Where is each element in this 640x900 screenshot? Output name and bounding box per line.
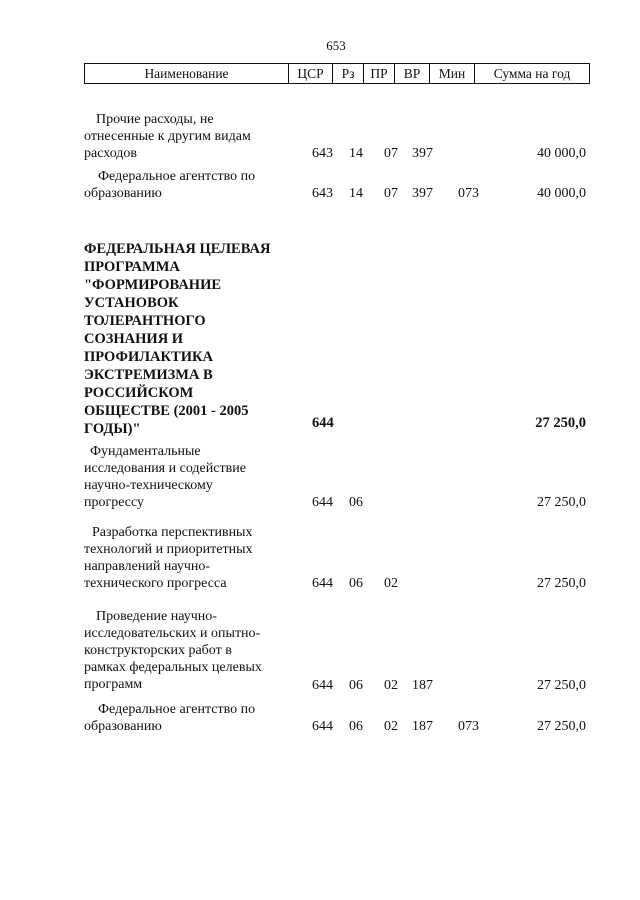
cell-sum: 27 250,0 [537, 678, 586, 693]
header-vr: ВР [395, 64, 430, 84]
row-name-line: конструкторских работ в [84, 643, 232, 658]
row-name-line: ГОДЫ)" [84, 421, 141, 437]
header-rz: Рз [333, 64, 364, 84]
cell-vr: 187 [412, 719, 433, 734]
row-name-line: Проведение научно- [96, 609, 217, 624]
row-name-line: технологий и приоритетных [84, 542, 253, 557]
row-name-line: научно-техническому [84, 478, 213, 493]
row-name-line: ТОЛЕРАНТНОГО [84, 313, 206, 329]
cell-pr: 07 [384, 146, 398, 161]
cell-rz: 06 [349, 719, 363, 734]
row-name-line: ОБЩЕСТВЕ (2001 - 2005 [84, 403, 249, 419]
page-number: 653 [326, 38, 346, 53]
row-name-line: прогрессу [84, 495, 145, 510]
cell-vr: 397 [412, 146, 433, 161]
row-name-line: ПРОГРАММА [84, 259, 180, 275]
row-name-line: СОЗНАНИЯ И [84, 331, 184, 347]
row-name-line: расходов [84, 146, 138, 161]
row-name-line: Федеральное агентство по [98, 702, 256, 717]
header-sum: Сумма на год [475, 64, 590, 84]
table-row [0, 443, 640, 511]
row-name-line: исследования и содействие [84, 461, 246, 476]
table-row [0, 111, 640, 162]
row-name-line: ПРОФИЛАКТИКА [84, 349, 213, 365]
cell-min: 073 [458, 719, 479, 734]
row-name-line: программ [84, 677, 143, 692]
row-name-line: Фундаментальные [90, 444, 201, 459]
cell-csr: 643 [312, 146, 333, 161]
row-name-line: УСТАНОВОК [84, 295, 179, 311]
cell-csr: 644 [312, 576, 333, 591]
cell-sum: 27 250,0 [535, 415, 586, 431]
cell-rz: 14 [349, 146, 363, 161]
cell-sum: 40 000,0 [537, 186, 586, 201]
row-name-line: рамках федеральных целевых [84, 660, 262, 675]
row-name-line: ЭКСТРЕМИЗМА В [84, 367, 213, 383]
table-row [0, 524, 640, 592]
cell-csr: 644 [312, 719, 333, 734]
cell-sum: 27 250,0 [537, 495, 586, 510]
cell-vr: 397 [412, 186, 433, 201]
row-name-line: образованию [84, 186, 162, 201]
cell-csr: 643 [312, 186, 333, 201]
row-name-line: образованию [84, 719, 162, 734]
cell-csr: 644 [312, 678, 333, 693]
cell-sum: 40 000,0 [537, 146, 586, 161]
cell-pr: 02 [384, 678, 398, 693]
header-pr: ПР [364, 64, 395, 84]
cell-rz: 06 [349, 678, 363, 693]
row-name-line: направлений научно- [84, 559, 211, 574]
row-name-line: РОССИЙСКОМ [84, 385, 194, 401]
table-row [0, 701, 640, 735]
row-name-line: ФЕДЕРАЛЬНАЯ ЦЕЛЕВАЯ [84, 241, 271, 257]
table-row [0, 608, 640, 694]
cell-pr: 02 [384, 719, 398, 734]
row-name [84, 443, 299, 511]
cell-pr: 07 [384, 186, 398, 201]
header-name: Наименование [85, 64, 289, 84]
row-name-line: Федеральное агентство по [98, 169, 256, 184]
row-name [84, 608, 299, 693]
cell-rz: 14 [349, 186, 363, 201]
cell-min: 073 [458, 186, 479, 201]
header-min: Мин [430, 64, 475, 84]
row-name-line: отнесенные к другим видам [84, 129, 251, 144]
cell-csr: 644 [312, 495, 333, 510]
row-name [84, 524, 299, 592]
column-header-table [84, 63, 590, 84]
row-name-line: Прочие расходы, не [96, 112, 214, 127]
row-name [84, 111, 299, 162]
cell-sum: 27 250,0 [537, 576, 586, 591]
cell-rz: 06 [349, 495, 363, 510]
cell-csr: 644 [312, 415, 334, 431]
cell-sum: 27 250,0 [537, 719, 586, 734]
row-name [84, 168, 299, 202]
cell-vr: 187 [412, 678, 433, 693]
table-row [0, 168, 640, 202]
row-name-line: "ФОРМИРОВАНИЕ [84, 277, 222, 293]
row-name [84, 701, 299, 735]
header-csr: ЦСР [289, 64, 333, 84]
cell-pr: 02 [384, 576, 398, 591]
cell-rz: 06 [349, 576, 363, 591]
program-title [84, 240, 299, 438]
row-name-line: исследовательских и опытно- [84, 626, 261, 641]
row-name-line: технического прогресса [84, 576, 227, 591]
row-name-line: Разработка перспективных [92, 525, 253, 540]
program-title-row [0, 240, 640, 437]
